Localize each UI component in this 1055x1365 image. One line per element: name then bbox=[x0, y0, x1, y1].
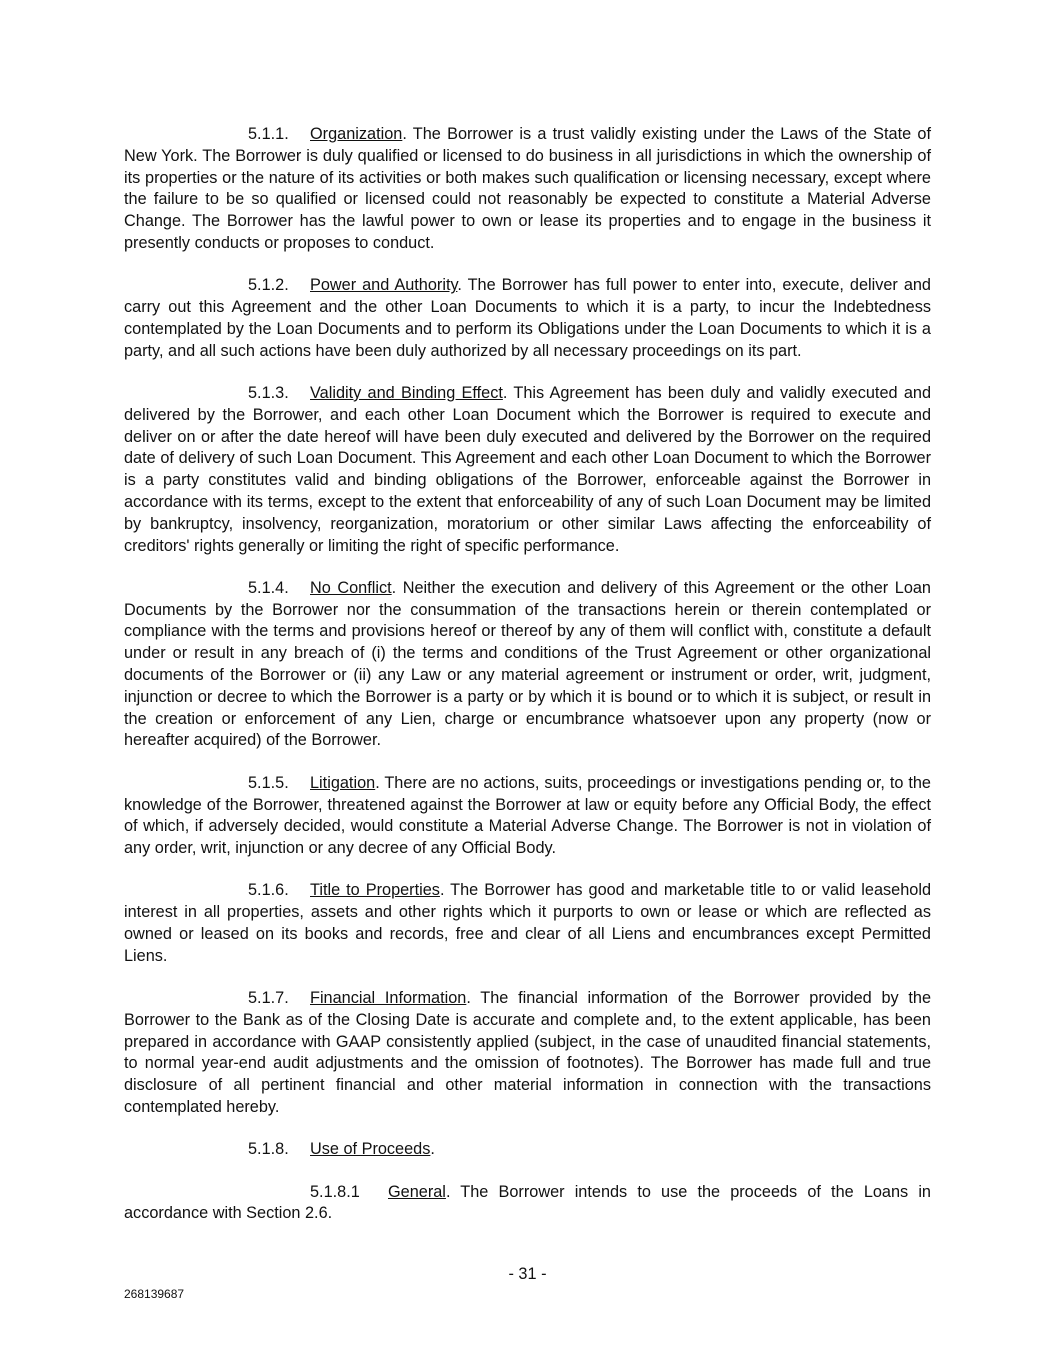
section-text: . The Borrower is a trust validly existing under the Laws of the State of New York. The Borrower is duly qualified or licensed to do business in all jurisdictions in which the ownership of its properties or the nature of its activities or both makes such qualification or licensing necessary, except where the failure to be so qualified or licensed could not reasonably be expected to constitute a Material Adverse Change. The Borrower has the lawful power to own or lease its properties and to engage in the business it presently conducts or proposes to conduct. bbox=[124, 125, 931, 252]
section-5-1-7 bbox=[124, 988, 931, 1119]
section-text: . The financial information of the Borrower provided by the Borrower to the Bank as of the Closing Date is accurate and complete and, to the extent applicable, has been prepared in accordance with GAAP consistently applied (subject, in the case of unaudited financial statements, to normal year-end audit adjustments and the omission of footnotes). The Borrower has made full and true disclosure of all pertinent financial and other material information in connection with the transactions contemplated hereby. bbox=[124, 989, 931, 1117]
section-number: 5.1.2. bbox=[248, 276, 289, 295]
subsection-number: 5.1.8.1 bbox=[310, 1182, 360, 1201]
section-text: . This Agreement has been duly and validly executed and delivered by the Borrower, and each other Loan Document which the Borrower is required to execute and deliver on or after the date hereof will have been duly executed and delivered by the Borrower on the required date of delivery of such Loan Document. This Agreement and each other Loan Document to which the Borrower is a party constitutes valid and binding obligations of the Borrower, enforceable against the Borrower in accordance with its terms, except to the extent that enforceability of any of such Loan Document may be limited by bankruptcy, insolvency, reorganization, moratorium or other similar Laws affecting the enforceability of creditors' rights generally or limiting the right of specific performance. bbox=[124, 383, 931, 555]
section-heading: No Conflict bbox=[310, 578, 392, 597]
section-5-1-3 bbox=[124, 383, 931, 557]
subsection-text: . The Borrower intends to use the proceeds of the Loans in accordance with Section 2.6. bbox=[124, 1182, 931, 1223]
section-number: 5.1.6. bbox=[248, 881, 289, 900]
section-heading: Litigation bbox=[310, 773, 376, 792]
section-text: . bbox=[430, 1140, 435, 1159]
section-number: 5.1.8. bbox=[248, 1140, 289, 1159]
section-text: . The Borrower has good and marketable title to or valid leasehold interest in all properties, assets and other rights which it purports to own or lease or which are reflected as owned or leased on its books and records, free and clear of all Liens and encumbrances except Permitted Liens. bbox=[124, 881, 932, 965]
section-heading: Financial Information bbox=[310, 989, 467, 1008]
section-number: 5.1.3. bbox=[248, 383, 289, 402]
document-body bbox=[124, 124, 931, 1246]
section-text: . There are no actions, suits, proceedings or investigations pending or, to the knowledge of the Borrower, threatened against the Borrower at law or equity before any Official Body, the effect of which, if adversely decided, would constitute a Material Adverse Change. The Borrower is not in violation of any order, writ, injunction or any decree of any Official Body. bbox=[124, 773, 931, 858]
section-text: . The Borrower has full power to enter into, execute, deliver and carry out this Agreement and the other Loan Documents to which it is a party, to incur the Indebtedness contemplated by the Loan Documents and to perform its Obligations under the Loan Documents to which it is a party, and all such actions have been duly authorized by all necessary proceedings on its part. bbox=[124, 276, 931, 360]
section-5-1-6 bbox=[124, 880, 931, 967]
section-5-1-4 bbox=[124, 578, 931, 752]
section-heading: Title to Properties bbox=[310, 881, 440, 900]
section-5-1-5 bbox=[124, 773, 931, 860]
section-number: 5.1.5. bbox=[248, 773, 289, 792]
document-id: 268139687 bbox=[124, 1287, 185, 1301]
section-number: 5.1.7. bbox=[248, 989, 289, 1008]
section-5-1-2 bbox=[124, 275, 931, 362]
section-5-1-8 bbox=[124, 1139, 931, 1161]
subsection-heading: General bbox=[388, 1182, 446, 1201]
section-number: 5.1.4. bbox=[248, 578, 289, 597]
section-5-1-8-1 bbox=[124, 1182, 931, 1226]
page-number: - 31 - bbox=[508, 1265, 547, 1283]
section-heading: Power and Authority bbox=[310, 276, 458, 295]
section-heading: Validity and Binding Effect bbox=[310, 383, 503, 402]
section-text: . Neither the execution and delivery of this Agreement or the other Loan Documents by the Borrower nor the consummation of the transactions herein or therein contemplated or compliance with the terms and provisions hereof or thereof by any of them will conflict with, constitute a default under or result in any breach of (i) the terms and conditions of the Trust Agreement or other organizational documents of the Borrower or (ii) any Law or any material agreement or instrument or order, writ, judgment, injunction or decree to which the Borrower is a party or by which it is bound or to which it is subject, or result in the creation or enforcement of any Lien, charge or encumbrance whatsoever upon any property (now or hereafter acquired) of the Borrower. bbox=[124, 578, 931, 750]
section-heading: Use of Proceeds bbox=[310, 1140, 431, 1159]
section-5-1-1 bbox=[124, 124, 931, 255]
section-heading: Organization bbox=[310, 125, 403, 143]
section-number: 5.1.1. bbox=[248, 125, 289, 143]
